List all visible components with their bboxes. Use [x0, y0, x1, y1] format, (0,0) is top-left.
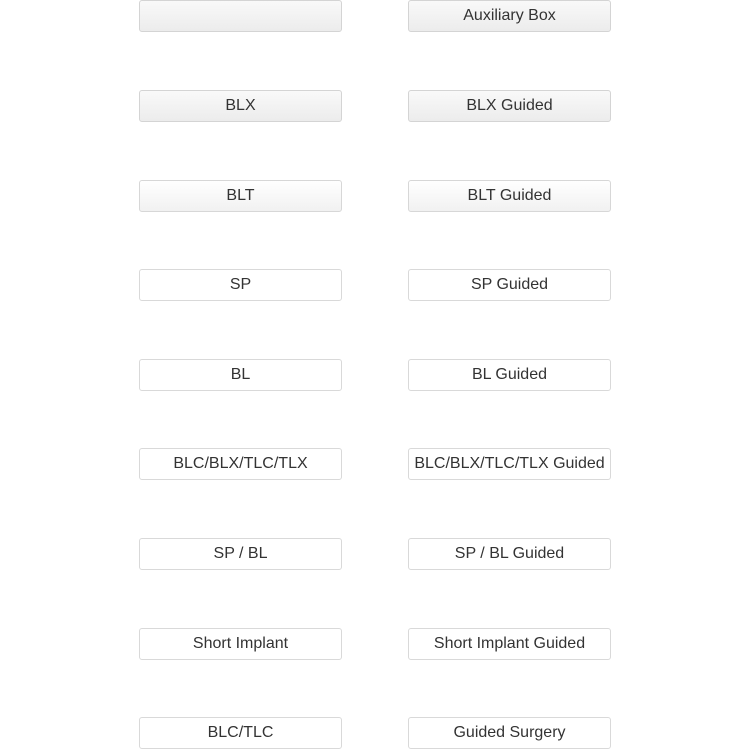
category-button-short-implant-guided[interactable]: Short Implant Guided	[408, 628, 611, 660]
category-button-sp-bl[interactable]: SP / BL	[139, 538, 342, 570]
category-button-short-implant[interactable]: Short Implant	[139, 628, 342, 660]
category-button-bl-guided[interactable]: BL Guided	[408, 359, 611, 391]
category-button-auxiliary-box[interactable]: Auxiliary Box	[408, 0, 611, 32]
category-button-bl[interactable]: BL	[139, 359, 342, 391]
category-button-sp[interactable]: SP	[139, 269, 342, 301]
category-button-sp-guided[interactable]: SP Guided	[408, 269, 611, 301]
category-button-blc-blx-tlc-tlx-guided[interactable]: BLC/BLX/TLC/TLX Guided	[408, 448, 611, 480]
category-button-sp-bl-guided[interactable]: SP / BL Guided	[408, 538, 611, 570]
category-button-blx-guided[interactable]: BLX Guided	[408, 90, 611, 122]
category-button-blx[interactable]: BLX	[139, 90, 342, 122]
category-button-blt-guided[interactable]: BLT Guided	[408, 180, 611, 212]
category-button-guided-surgery[interactable]: Guided Surgery	[408, 717, 611, 749]
category-button-blt[interactable]: BLT	[139, 180, 342, 212]
category-button-blc-tlc[interactable]: BLC/TLC	[139, 717, 342, 749]
category-button-blank[interactable]	[139, 0, 342, 32]
category-button-blc-blx-tlc-tlx[interactable]: BLC/BLX/TLC/TLX	[139, 448, 342, 480]
